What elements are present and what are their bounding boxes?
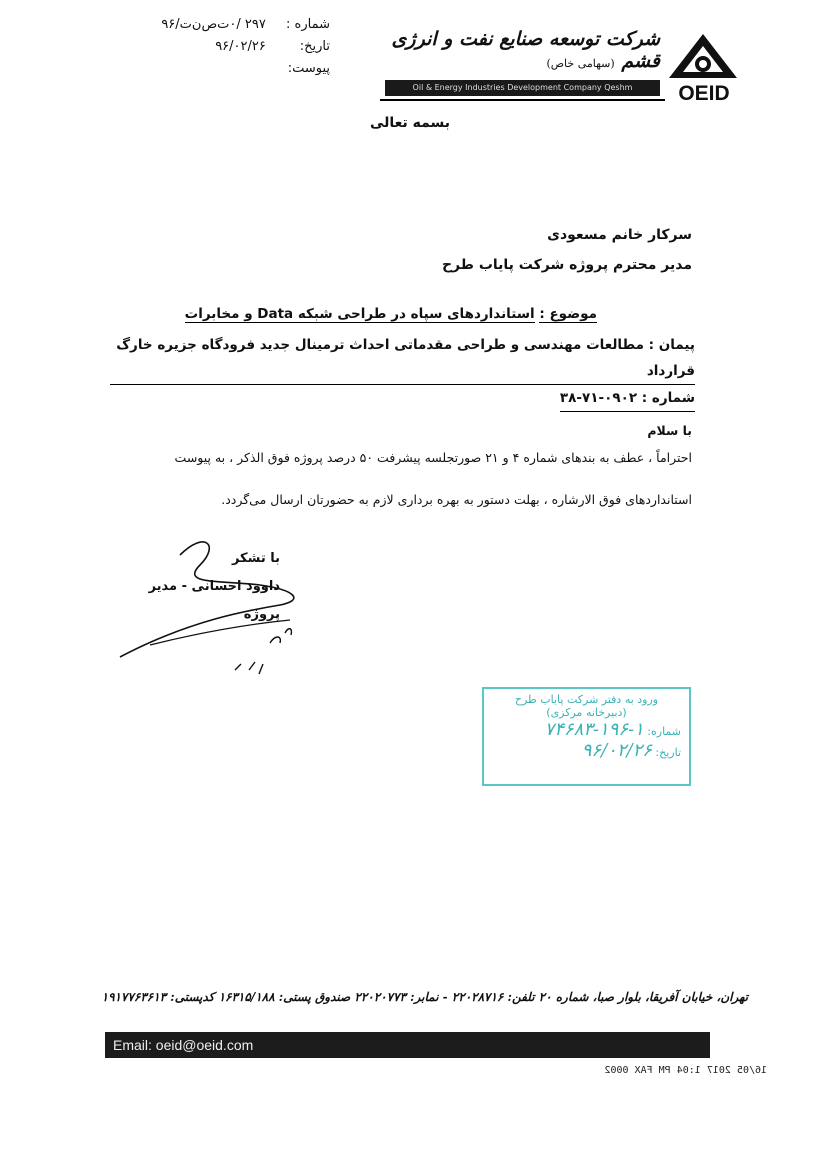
addressee-block [420,220,692,280]
letter-date-value: ۹۶/۰۲/۲۶ [215,39,266,54]
fax-header-line: 16/05 2017 1:04 PM FAX 0002 [604,1065,767,1076]
received-stamp [482,687,691,786]
letter-meta [120,14,330,80]
company-type: (سهامی خاص) [546,57,615,70]
stamp-number-label: شماره: [647,725,681,738]
addressee-name: سرکار خانم مسعودی [547,227,692,243]
letter-attachment-label: پیوست: [287,61,330,76]
contract-line-2: شماره : ۰۹۰۲-۷۱-۳۸ [560,385,695,412]
addressee-title: مدیر محترم پروژه شرکت پایاب طرح [441,257,692,273]
company-english-name: Oil & Energy Industries Development Company Qeshm [385,80,660,96]
subject-text: استانداردهای سپاه در طراحی شبکه Data و مخابرات [184,306,535,322]
body-line-2: استانداردهای فوق الارشاره ، بهلت دستور به بهره برداری لازم به حضورتان ارسال می‌گردد. [221,492,692,507]
footer-address: تهران، خیابان آفریقا، بلوار صبا، شماره ۲۰ تلفن: ۲۲۰۲۸۷۱۶ - نمابر: ۲۲۰۲۰۷۷۳ صندوق پستی: ۱۶۳۱۵/۱۸۸ کدپستی: ۱۹۱۷۷۶۳۶۱۳ [101,990,748,1004]
stamp-date-label: تاریخ: [655,746,681,759]
signer-name: داوود احسانی - مدیر پروژه [148,579,280,622]
subject-label: موضوع : [539,306,597,322]
contract-line-1: پیمان : مطالعات مهندسی و طراحی مقدماتی احداث ترمینال جدید فرودگاه جزیره خارگ قرارداد [110,332,695,385]
signature-icon [110,525,320,695]
company-name [380,28,660,72]
stamp-number: ۱-۱۹۶-۷۴۶۸۳ [544,719,644,740]
stamp-subtitle: (دبیرخانه مرکزی) [546,706,627,719]
body-line-1: احتراماً ، عطف به بندهای شماره ۴ و ۲۱ صورتجلسه پیشرفت ۵۰ درصد پروژه فوق الذکر ، به پیوست [174,450,692,465]
letter-body [115,420,692,516]
header-divider [380,99,665,101]
contract-block [110,332,695,412]
stamp-date-row [484,740,689,761]
stamp-title: ورود به دفتر شرکت پایاب طرح [514,693,659,706]
greeting: با سلام [647,423,692,438]
stamp-date: ۹۶/۰۲/۲۶ [581,740,652,761]
closing-thanks: با تشکر [231,551,280,566]
company-name-text: شرکت توسعه صنایع نفت و انرژی قشم [391,28,660,72]
letter-date-row [120,36,330,58]
stamp-number-row [484,719,689,740]
letter-number-label: شماره : [286,17,330,32]
subject-line [140,300,597,328]
letter-number-value: ۲۹۷ /۰ت‌ص‌ن‌ت/۹۶ [161,17,266,32]
letter-attachment-row [120,58,330,80]
letter-number-row [120,14,330,36]
footer-email: Email: oeid@oeid.com [105,1032,710,1058]
letter-date-label: تاریخ: [299,39,330,54]
company-logo-text: OEID [678,82,730,105]
basmala: بسمه تعالی [369,115,451,131]
